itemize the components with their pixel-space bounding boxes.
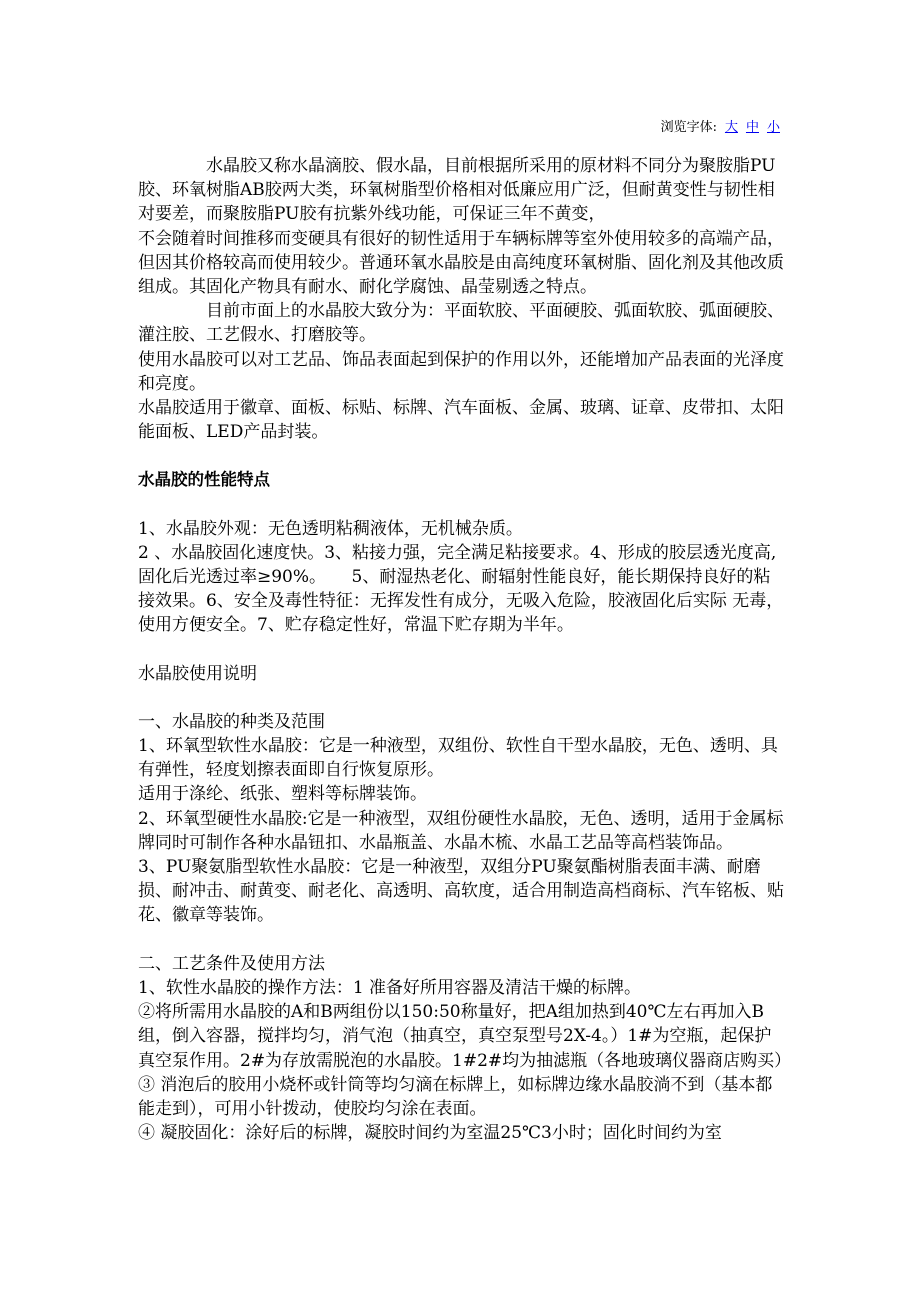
font-small-link[interactable]: 小 bbox=[766, 120, 780, 135]
article-body bbox=[138, 154, 792, 1145]
section-2-item: ②将所需用水晶胶的A和B两组份以150:50称量好，把A组加热到40℃左右再加入B组，倒入容器，搅拌均匀，消气泡（抽真空，真空泵型号2X-4。）1#为空瓶，起保护真空泵作用。2#为存放需脱泡的水晶胶。1#2#均为抽滤瓶（各地玻璃仪器商店购买） bbox=[138, 1002, 792, 1071]
section-1-item: 2、环氧型硬性水晶胶:它是一种液型，双组份硬性水晶胶，无色、透明，适用于金属标牌同时可制作各种水晶钮扣、水晶瓶盖、水晶木梳、水晶工艺品等高档装饰品。 bbox=[138, 808, 784, 853]
section-2-item: 1、软性水晶胶的操作方法：1 准备好所用容器及清洁干燥的标牌。 bbox=[138, 977, 642, 998]
usage-heading: 水晶胶使用说明 bbox=[138, 663, 257, 684]
section-2-title: 二、工艺条件及使用方法 bbox=[138, 953, 325, 974]
font-large-link[interactable]: 大 bbox=[724, 120, 738, 135]
section-1-item: 1、环氧型软性水晶胶：它是一种液型，双组份、软性自干型水晶胶，无色、透明、具有弹性，轻度划擦表面即自行恢复原形。 bbox=[138, 736, 778, 781]
features-heading: 水晶胶的性能特点 bbox=[138, 470, 270, 490]
section-2-item: ③ 消泡后的胶用小烧杯或针筒等均匀滴在标牌上，如标牌边缘水晶胶淌不到（基本都能走到），可用小针拨动，使胶均匀涂在表面。 bbox=[138, 1074, 773, 1119]
font-size-selector bbox=[661, 116, 780, 135]
section-1-item: 3、PU聚氨脂型软性水晶胶：它是一种液型，双组分PU聚氨酯树脂表面丰满、耐磨损、耐冲击、耐黄变、耐老化、高透明、高软度，适合用制造高档商标、汽车铭板、贴花、徽章等装饰。 bbox=[138, 857, 784, 926]
intro-paragraph-2: 不会随着时间推移而变硬具有很好的韧性适用于车辆标牌等室外使用较多的高端产品，但因其价格较高而使用较少。普通环氧水晶胶是由高纯度环氧树脂、固化剂及其他改质组成。其固化产物具有耐水、耐化学腐蚀、晶莹剔透之特点。 bbox=[138, 228, 784, 298]
font-size-label: 浏览字体: bbox=[660, 120, 717, 135]
section-1-item: 适用于涤纶、纸张、塑料等标牌装饰。 bbox=[138, 784, 427, 805]
intro-paragraph-5: 水晶胶适用于徽章、面板、标贴、标牌、汽车面板、金属、玻璃、证章、皮带扣、太阳能面板、LED产品封装。 bbox=[138, 398, 784, 443]
font-medium-link[interactable]: 中 bbox=[745, 120, 759, 135]
intro-paragraph-3: 目前市面上的水晶胶大致分为：平面软胶、平面硬胶、弧面软胶、弧面硬胶、灌注胶、工艺假水、打磨胶等。 bbox=[138, 301, 784, 346]
section-2-item: ④ 凝胶固化：涂好后的标牌，凝胶时间约为室温25℃3小时；固化时间约为室 bbox=[138, 1123, 722, 1144]
section-1-title: 一、水晶胶的种类及范围 bbox=[138, 711, 325, 732]
features-paragraph-1: 1、水晶胶外观：无色透明粘稠液体，无机械杂质。 bbox=[138, 518, 523, 539]
features-paragraph-2: 2 、水晶胶固化速度快。3、粘接力强，完全满足粘接要求。4、形成的胶层透光度高,固化后光透过率≥90%。 5、耐湿热老化、耐辐射性能良好，能长期保持良好的粘接效果。6、安全及毒性特征：无挥发性有成分，无吸入危险，胶液固化后实际 无毒，使用方便安全。7、贮存稳定性好，常温下贮存期为半年。 bbox=[138, 542, 784, 636]
intro-paragraph-4: 使用水晶胶可以对工艺品、饰品表面起到保护的作用以外，还能增加产品表面的光泽度和亮度。 bbox=[138, 349, 784, 394]
intro-paragraph-1: 水晶胶又称水晶滴胶、假水晶，目前根据所采用的原材料不同分为聚胺脂PU胶、环氧树脂AB胶两大类，环氧树脂型价格相对低廉应用广泛，但耐黄变性与韧性相对要差，而聚胺脂PU胶有抗紫外线功能，可保证三年不黄变， bbox=[138, 156, 776, 225]
